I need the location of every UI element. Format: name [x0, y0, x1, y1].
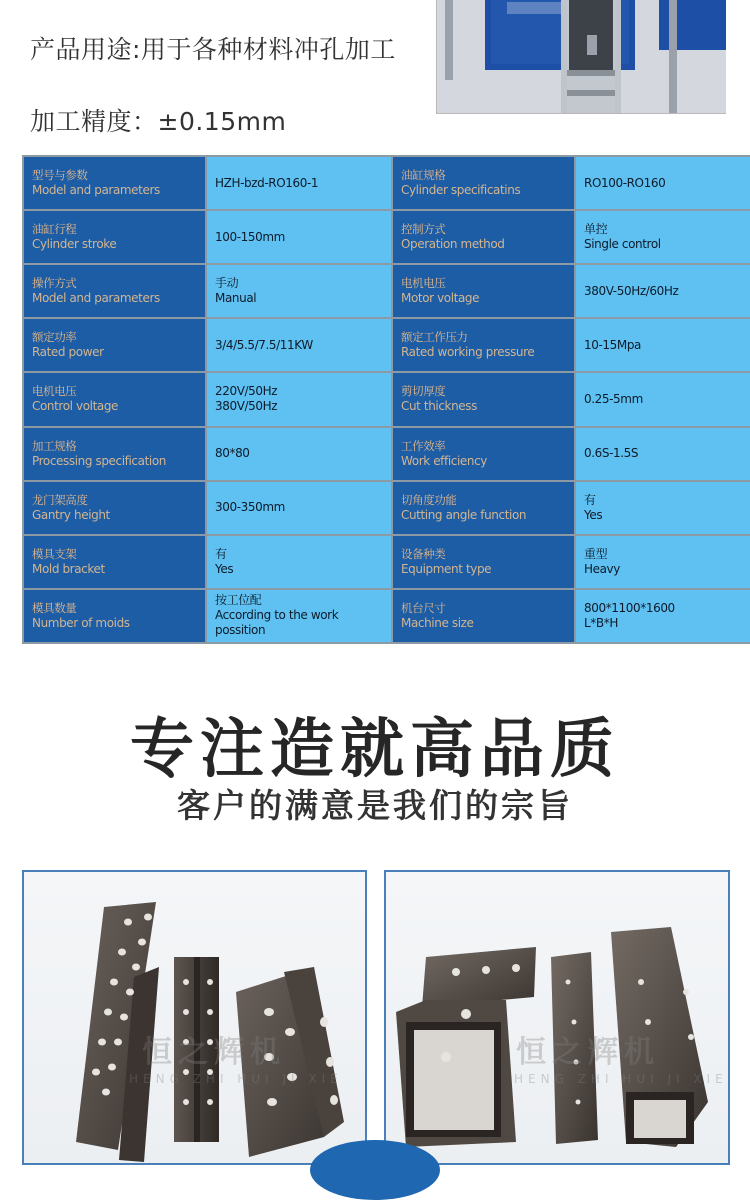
spec-table — [22, 155, 750, 644]
spec-value-cell — [576, 157, 750, 209]
spec-label-cell — [393, 590, 574, 642]
spec-value-cell — [576, 536, 750, 588]
spec-label-cell — [393, 319, 574, 371]
spec-label-cn: 龙门架高度 — [32, 492, 88, 507]
spec-value-line2: Manual — [215, 291, 257, 306]
spec-label-cell — [24, 319, 205, 371]
spec-row — [24, 428, 750, 480]
spec-value-line1: 0.25-5mm — [584, 391, 643, 406]
spec-value-line1: 单控 — [584, 222, 608, 237]
watermark-subtext-2: HENG ZHI HUI JI XIE — [514, 1072, 728, 1086]
machining-precision: 加工精度：±0.15mm — [30, 107, 287, 136]
spec-label-en: Mold bracket — [32, 561, 105, 576]
spec-value-cell — [207, 536, 391, 588]
spec-row — [24, 482, 750, 534]
spec-value-line1: 300-350mm — [215, 500, 285, 515]
spec-value-cell — [207, 157, 391, 209]
spec-value-line1: HZH-bzd-RO160-1 — [215, 175, 319, 190]
spec-value-line1: 按工位配 — [215, 593, 262, 608]
spec-label-cn: 油缸行程 — [32, 222, 77, 237]
spec-label-cell — [393, 211, 574, 263]
spec-row — [24, 265, 750, 317]
spec-label-cn: 设备种类 — [401, 546, 446, 561]
spec-value-line2: According to the work possition — [215, 608, 339, 638]
spec-row — [24, 373, 750, 425]
spec-value-line1: 80*80 — [215, 446, 250, 461]
spec-label-en: Cylinder stroke — [32, 237, 117, 252]
spec-value-cell — [207, 265, 391, 317]
spec-label-en: Model and parameters — [32, 291, 160, 306]
spec-value-cell — [576, 590, 750, 642]
watermark-text-2: 恒之辉机 — [516, 1035, 660, 1070]
spec-value-line1: 3/4/5.5/7.5/11KW — [215, 337, 313, 352]
spec-label-cn: 额定功率 — [32, 330, 77, 345]
spec-label-cell — [24, 373, 205, 425]
spec-value-cell — [207, 482, 391, 534]
spec-label-cell — [24, 428, 205, 480]
spec-value-line2: Yes — [584, 507, 603, 522]
spec-label-en: Operation method — [401, 237, 505, 252]
spec-label-en: Gantry height — [32, 507, 110, 522]
spec-label-cell — [393, 157, 574, 209]
spec-row — [24, 157, 750, 209]
spec-label-cn: 操作方式 — [32, 276, 77, 291]
spec-label-cell — [393, 536, 574, 588]
spec-value-cell — [576, 211, 750, 263]
watermark-subtext: HENG ZHI HUI JI XIE — [129, 1072, 343, 1086]
spec-label-cn: 机台尺寸 — [401, 600, 446, 615]
spec-value-line2: 380V/50Hz — [215, 399, 278, 414]
spec-value-line1: 380V-50Hz/60Hz — [584, 283, 679, 298]
spec-label-en: Model and parameters — [32, 183, 160, 198]
spec-label-cn: 型号与参数 — [32, 168, 88, 183]
spec-label-cn: 工作效率 — [401, 438, 446, 453]
spec-label-cn: 电机电压 — [401, 276, 446, 291]
spec-label-cell — [393, 428, 574, 480]
watermark-text: 恒之辉机 — [142, 1035, 286, 1070]
spec-label-en: Cylinder specificatins — [401, 183, 521, 198]
spec-value-line1: 10-15Mpa — [584, 337, 641, 352]
spec-value-cell — [207, 319, 391, 371]
spec-label-en: Work efficiency — [401, 453, 487, 468]
spec-label-cn: 电机电压 — [32, 384, 77, 399]
spec-label-en: Processing specification — [32, 453, 166, 468]
spec-label-cn: 模具数量 — [32, 600, 77, 615]
spec-row — [24, 211, 750, 263]
spec-value-cell — [576, 482, 750, 534]
spec-value-line1: 重型 — [584, 546, 608, 561]
spec-row — [24, 590, 750, 642]
spec-value-cell — [576, 373, 750, 425]
spec-label-cn: 模具支架 — [32, 546, 77, 561]
spec-label-cell — [393, 373, 574, 425]
machine-photo — [436, 0, 726, 114]
spec-value-line1: 有 — [215, 546, 227, 561]
spec-label-cell — [393, 265, 574, 317]
spec-label-cell — [24, 211, 205, 263]
spec-value-cell — [207, 428, 391, 480]
spec-value-cell — [207, 373, 391, 425]
spec-label-cell — [24, 482, 205, 534]
spec-value-cell — [207, 211, 391, 263]
spec-label-cell — [24, 590, 205, 642]
spec-value-line1: 有 — [584, 492, 596, 507]
spec-label-cell — [24, 265, 205, 317]
spec-value-line2: Yes — [215, 561, 234, 576]
spec-value-line1: 800*1100*1600 — [584, 600, 675, 615]
spec-label-cn: 切角度功能 — [401, 492, 457, 507]
sample-photo-square-tube — [384, 870, 730, 1165]
spec-label-en: Cut thickness — [401, 399, 477, 414]
spec-value-line2: Heavy — [584, 561, 620, 576]
spec-label-cn: 剪切厚度 — [401, 384, 446, 399]
spec-value-line1: 100-150mm — [215, 229, 285, 244]
spec-row — [24, 319, 750, 371]
spec-label-cn: 加工规格 — [32, 438, 77, 453]
spec-label-en: Number of moids — [32, 615, 130, 630]
spec-label-en: Rated power — [32, 345, 104, 360]
sample-photo-angle-steel — [22, 870, 367, 1165]
spec-value-line1: 0.6S-1.5S — [584, 446, 639, 461]
spec-label-cell — [393, 482, 574, 534]
product-purpose: 产品用途:用于各种材料冲孔加工 — [30, 35, 396, 64]
spec-value-line1: RO100-RO160 — [584, 175, 666, 190]
spec-value-line2: Single control — [584, 237, 661, 252]
spec-row — [24, 536, 750, 588]
slogan-title: 专注造就高品质 — [130, 713, 620, 787]
spec-label-cell — [24, 536, 205, 588]
spec-label-cn: 控制方式 — [401, 222, 446, 237]
spec-value-cell — [576, 319, 750, 371]
spec-label-cell — [24, 157, 205, 209]
spec-value-line2: L*B*H — [584, 615, 618, 630]
spec-value-cell — [207, 590, 391, 642]
spec-label-en: Motor voltage — [401, 291, 480, 306]
slogan-subtitle: 客户的满意是我们的宗旨 — [177, 786, 573, 825]
spec-label-en: Control voltage — [32, 399, 119, 414]
spec-label-en: Machine size — [401, 615, 474, 630]
spec-label-cn: 油缸规格 — [401, 168, 446, 183]
spec-label-en: Rated working pressure — [401, 345, 535, 360]
spec-label-en: Cutting angle function — [401, 507, 527, 522]
spec-value-cell — [576, 428, 750, 480]
decorative-blue-badge — [310, 1140, 440, 1200]
spec-value-line1: 手动 — [215, 276, 239, 291]
spec-label-en: Equipment type — [401, 561, 492, 576]
spec-value-line1: 220V/50Hz — [215, 384, 278, 399]
spec-label-cn: 额定工作压力 — [401, 330, 468, 345]
spec-value-cell — [576, 265, 750, 317]
